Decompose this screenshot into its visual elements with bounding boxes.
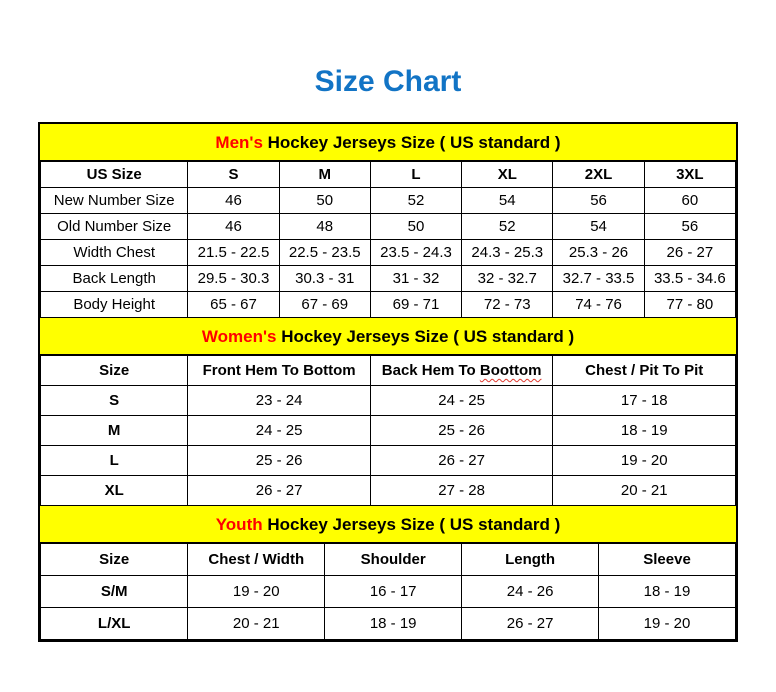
cell: 50 bbox=[370, 214, 461, 240]
column-header: M bbox=[279, 162, 370, 188]
cell: 19 - 20 bbox=[188, 576, 325, 608]
cell: 24.3 - 25.3 bbox=[462, 240, 553, 266]
section-mens bbox=[40, 124, 736, 318]
column-header: Front Hem To Bottom bbox=[188, 356, 371, 386]
cell: 29.5 - 30.3 bbox=[188, 266, 279, 292]
table-row bbox=[41, 240, 736, 266]
table-row bbox=[41, 446, 736, 476]
table-row bbox=[41, 416, 736, 446]
column-header bbox=[370, 356, 553, 386]
cell: 69 - 71 bbox=[370, 292, 461, 318]
row-label: New Number Size bbox=[41, 188, 188, 214]
cell: 19 - 20 bbox=[599, 608, 736, 640]
misspelled-word: Boottom bbox=[479, 362, 542, 379]
mens-size-table bbox=[40, 161, 736, 318]
row-label: L bbox=[41, 446, 188, 476]
row-label: S bbox=[41, 386, 188, 416]
column-header: US Size bbox=[41, 162, 188, 188]
row-label: Width Chest bbox=[41, 240, 188, 266]
table-row bbox=[41, 576, 736, 608]
column-header: Size bbox=[41, 544, 188, 576]
table-row bbox=[41, 266, 736, 292]
column-header: 3XL bbox=[644, 162, 735, 188]
cell: 26 - 27 bbox=[188, 476, 371, 506]
cell: 74 - 76 bbox=[553, 292, 644, 318]
section-womens bbox=[40, 318, 736, 506]
cell: 24 - 26 bbox=[462, 576, 599, 608]
cell: 19 - 20 bbox=[553, 446, 736, 476]
cell: 30.3 - 31 bbox=[279, 266, 370, 292]
womens-size-table bbox=[40, 355, 736, 506]
cell: 77 - 80 bbox=[644, 292, 735, 318]
column-header: S bbox=[188, 162, 279, 188]
row-label: L/XL bbox=[41, 608, 188, 640]
heading-rest-text: Hockey Jerseys Size ( US standard ) bbox=[262, 515, 561, 534]
cell: 65 - 67 bbox=[188, 292, 279, 318]
row-label: Body Height bbox=[41, 292, 188, 318]
section-youth bbox=[40, 506, 736, 640]
cell: 25 - 26 bbox=[370, 416, 553, 446]
cell: 18 - 19 bbox=[325, 608, 462, 640]
header-row bbox=[41, 162, 736, 188]
cell: 20 - 21 bbox=[188, 608, 325, 640]
cell: 56 bbox=[553, 188, 644, 214]
column-header-text: Back Hem To bbox=[381, 362, 480, 379]
cell: 67 - 69 bbox=[279, 292, 370, 318]
cell: 17 - 18 bbox=[553, 386, 736, 416]
column-header: Chest / Pit To Pit bbox=[553, 356, 736, 386]
cell: 27 - 28 bbox=[370, 476, 553, 506]
cell: 18 - 19 bbox=[599, 576, 736, 608]
cell: 48 bbox=[279, 214, 370, 240]
cell: 52 bbox=[370, 188, 461, 214]
table-row bbox=[41, 292, 736, 318]
cell: 21.5 - 22.5 bbox=[188, 240, 279, 266]
heading-highlight-word: Youth bbox=[215, 515, 263, 534]
column-header: Chest / Width bbox=[188, 544, 325, 576]
mens-section-heading bbox=[40, 124, 736, 161]
heading-rest-text: Hockey Jerseys Size ( US standard ) bbox=[276, 327, 575, 346]
youth-section-heading bbox=[40, 506, 736, 543]
cell: 24 - 25 bbox=[188, 416, 371, 446]
cell: 23.5 - 24.3 bbox=[370, 240, 461, 266]
cell: 50 bbox=[279, 188, 370, 214]
cell: 20 - 21 bbox=[553, 476, 736, 506]
cell: 46 bbox=[188, 214, 279, 240]
cell: 31 - 32 bbox=[370, 266, 461, 292]
youth-size-table bbox=[40, 543, 736, 640]
cell: 22.5 - 23.5 bbox=[279, 240, 370, 266]
heading-rest-text: Hockey Jerseys Size ( US standard ) bbox=[262, 133, 561, 152]
table-row bbox=[41, 214, 736, 240]
cell: 54 bbox=[462, 188, 553, 214]
column-header: Size bbox=[41, 356, 188, 386]
cell: 26 - 27 bbox=[462, 608, 599, 640]
cell: 54 bbox=[553, 214, 644, 240]
table-row bbox=[41, 476, 736, 506]
cell: 16 - 17 bbox=[325, 576, 462, 608]
cell: 60 bbox=[644, 188, 735, 214]
row-label: M bbox=[41, 416, 188, 446]
size-chart bbox=[38, 122, 738, 642]
cell: 46 bbox=[188, 188, 279, 214]
heading-highlight-word: Men's bbox=[215, 133, 263, 152]
header-row bbox=[41, 544, 736, 576]
row-label: XL bbox=[41, 476, 188, 506]
cell: 56 bbox=[644, 214, 735, 240]
column-header: Sleeve bbox=[599, 544, 736, 576]
table-row bbox=[41, 188, 736, 214]
cell: 25 - 26 bbox=[188, 446, 371, 476]
womens-section-heading bbox=[40, 318, 736, 355]
column-header: Length bbox=[462, 544, 599, 576]
cell: 52 bbox=[462, 214, 553, 240]
heading-highlight-word: Women's bbox=[201, 327, 277, 346]
row-label: Back Length bbox=[41, 266, 188, 292]
cell: 23 - 24 bbox=[188, 386, 371, 416]
column-header: L bbox=[370, 162, 461, 188]
table-row bbox=[41, 386, 736, 416]
column-header: 2XL bbox=[553, 162, 644, 188]
column-header: Shoulder bbox=[325, 544, 462, 576]
cell: 32 - 32.7 bbox=[462, 266, 553, 292]
row-label: Old Number Size bbox=[41, 214, 188, 240]
cell: 72 - 73 bbox=[462, 292, 553, 318]
column-header: XL bbox=[462, 162, 553, 188]
table-row bbox=[41, 608, 736, 640]
cell: 26 - 27 bbox=[370, 446, 553, 476]
cell: 33.5 - 34.6 bbox=[644, 266, 735, 292]
header-row bbox=[41, 356, 736, 386]
cell: 26 - 27 bbox=[644, 240, 735, 266]
row-label: S/M bbox=[41, 576, 188, 608]
page-title: Size Chart bbox=[314, 65, 462, 98]
cell: 18 - 19 bbox=[553, 416, 736, 446]
cell: 25.3 - 26 bbox=[553, 240, 644, 266]
cell: 24 - 25 bbox=[370, 386, 553, 416]
cell: 32.7 - 33.5 bbox=[553, 266, 644, 292]
